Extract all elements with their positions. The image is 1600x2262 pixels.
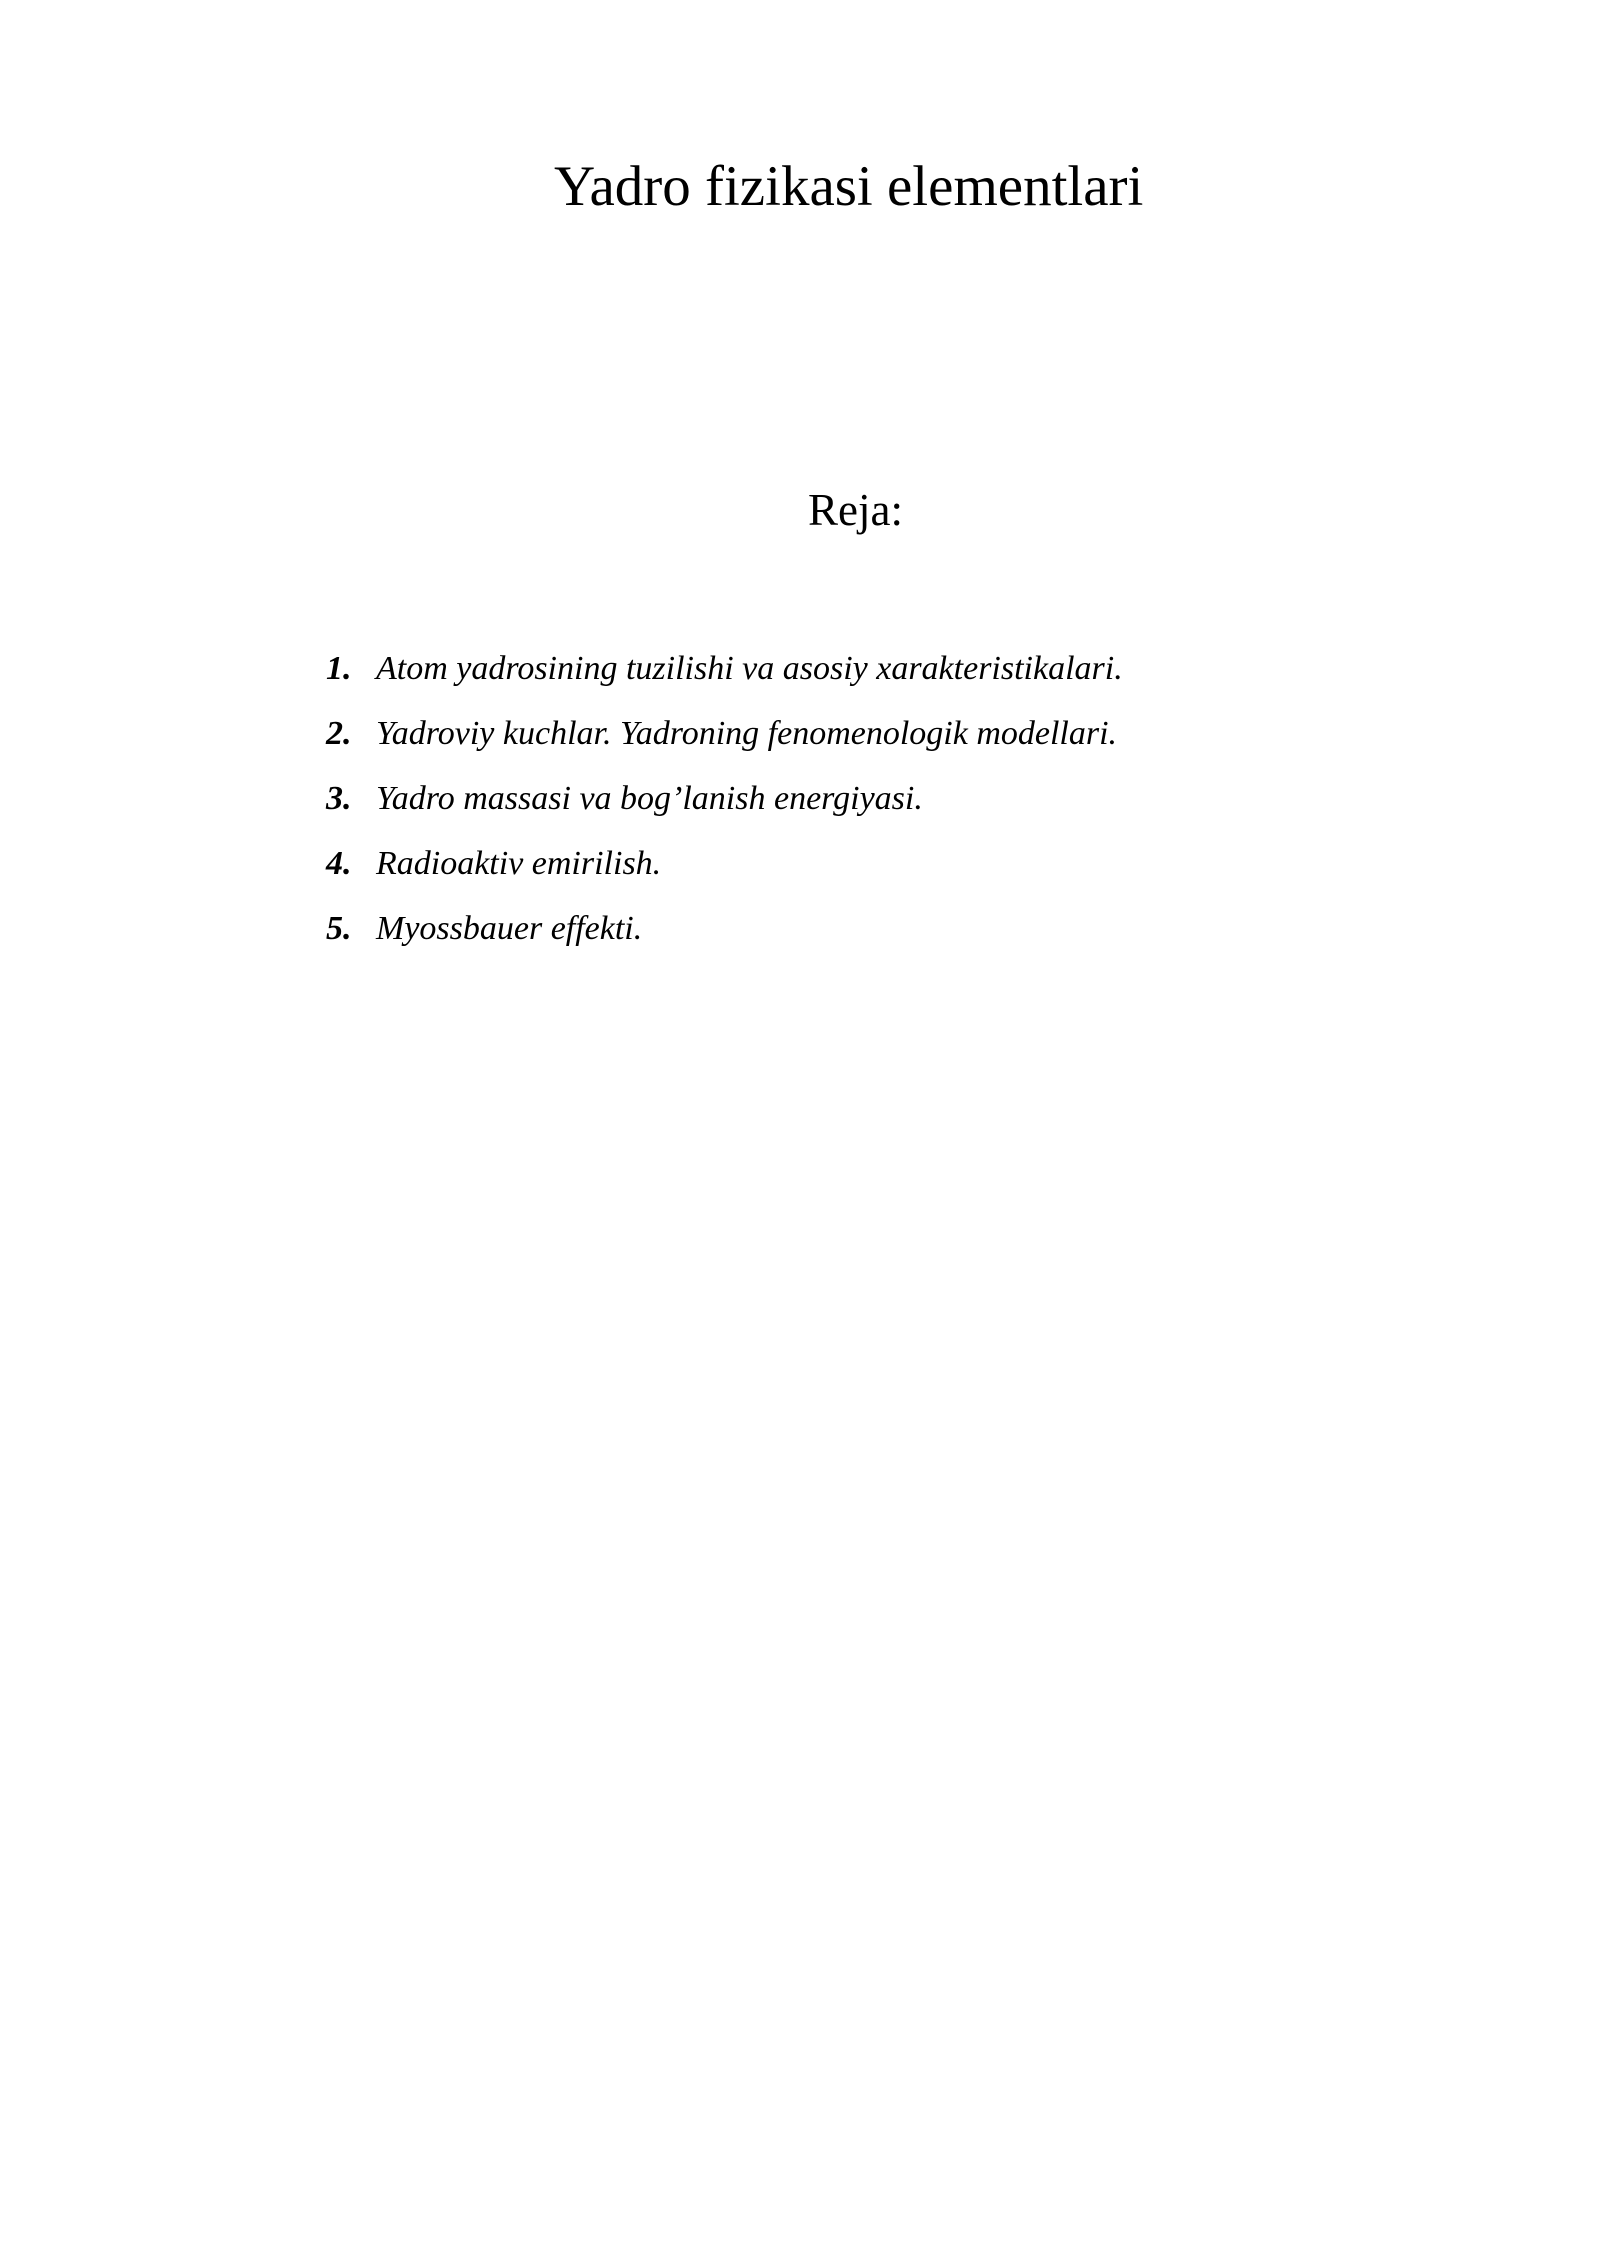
plan-item-number: 1. bbox=[326, 650, 352, 687]
plan-item-4 bbox=[326, 839, 1123, 904]
plan-item-text: Atom yadrosining tuzilishi va asosiy xarakteristikalari. bbox=[376, 650, 1123, 687]
plan-heading: Reja: bbox=[808, 485, 903, 535]
plan-item-text: Myossbauer effekti. bbox=[376, 910, 643, 947]
plan-list bbox=[326, 644, 1123, 969]
plan-item-3 bbox=[326, 774, 1123, 839]
plan-item-number: 5. bbox=[326, 910, 352, 947]
plan-item-1 bbox=[326, 644, 1123, 709]
plan-item-number: 3. bbox=[326, 780, 352, 817]
plan-item-text: Yadroviy kuchlar. Yadroning fenomenologik modellari. bbox=[376, 715, 1118, 752]
document-title: Yadro fizikasi elementlari bbox=[554, 155, 1144, 218]
plan-item-5 bbox=[326, 904, 1123, 969]
plan-item-text: Yadro massasi va bog’lanish energiyasi. bbox=[376, 780, 923, 817]
plan-item-number: 2. bbox=[326, 715, 352, 752]
plan-item-2 bbox=[326, 709, 1123, 774]
plan-item-number: 4. bbox=[326, 845, 352, 882]
plan-item-text: Radioaktiv emirilish. bbox=[376, 845, 662, 882]
